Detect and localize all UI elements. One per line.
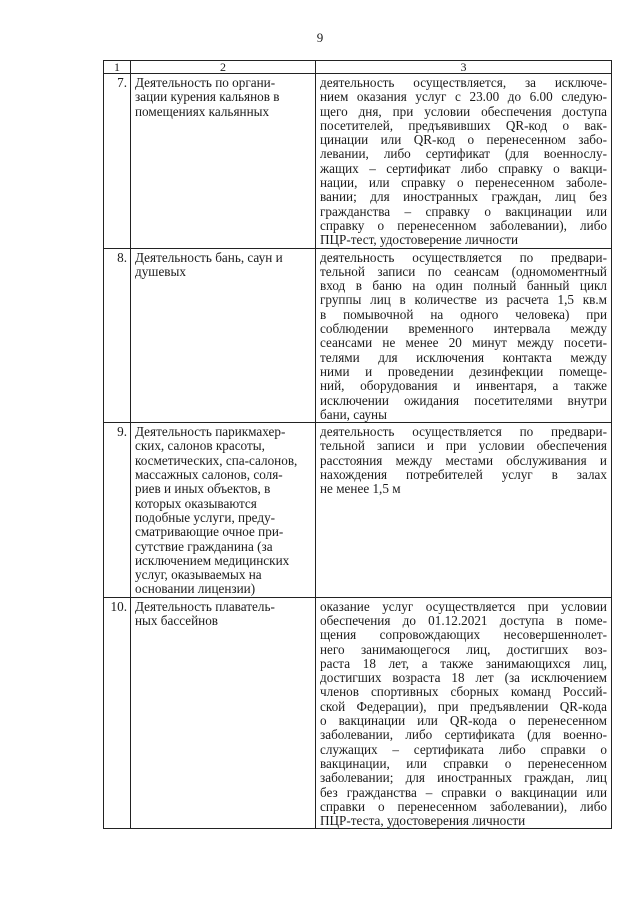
conditions-cell-line: сеансами не менее 20 минут между посети- (320, 335, 607, 351)
row-number: 7. (104, 74, 131, 249)
conditions-cell-line: вход в баню на один полный банный цикл (320, 278, 607, 294)
column-header-3: 3 (316, 61, 612, 74)
conditions-cell-line: деятельность осуществляется, за исключе- (320, 75, 607, 90)
conditions-cell (316, 597, 612, 829)
activity-cell-line: зации курения кальянов в (135, 89, 280, 105)
activity-cell-line: исключением медицинских (135, 552, 290, 568)
conditions-cell-line: вании; для иностранных граждан, лиц без (320, 189, 607, 205)
activity-cell-line: которых оказываются (135, 495, 257, 511)
conditions-cell-line: заболевании; для иностранных граждан, лиц (320, 770, 607, 786)
conditions-cell-line: справки о перенесенном заболевании), либо (320, 798, 607, 814)
column-header-1: 1 (104, 61, 131, 74)
conditions-cell-line: деятельность осуществляется по предвари- (320, 424, 607, 440)
activity-cell-line: услуг, оказываемых на (135, 567, 262, 583)
activity-cell-line: помещениях кальянных (135, 103, 270, 119)
page-number: 9 (316, 30, 324, 45)
activity-cell-line: основании лицензии) (135, 581, 256, 597)
row-number: 10. (104, 597, 131, 829)
activity-cell-line: Деятельность плаватель- (135, 598, 275, 614)
conditions-cell-line: тельной записи по сеансам (одномоментный (320, 263, 607, 279)
conditions-cell-line: нием оказания услуг с 23.00 до 6.00 следую- (320, 89, 607, 105)
activity-cell-line: массажных салонов, соля- (135, 467, 283, 483)
conditions-cell-line: раста 18 лет, а также занимающихся лиц, (320, 655, 607, 671)
conditions-cell (316, 248, 612, 423)
conditions-cell-line: щения сопровождающих несовершеннолет- (320, 627, 607, 643)
conditions-cell-line: телями для исключения контакта между (320, 349, 607, 365)
table-row (104, 597, 612, 829)
table-row (104, 248, 612, 423)
conditions-cell-line: посетителей, предъявивших QR-код о вак- (320, 117, 607, 133)
conditions-cell-line: гражданства – справку о вакцинации или (320, 203, 607, 219)
conditions-cell-line: обеспечения до 01.12.2021 доступа в поме- (320, 612, 607, 628)
activity-cell-line: Деятельность бань, саун и (135, 249, 283, 265)
activity-cell-line: сматривающие очное при- (135, 524, 284, 540)
conditions-cell-line: бани, сауны (320, 406, 387, 422)
regulations-table (103, 60, 612, 829)
conditions-cell-line: о вакцинации или QR-кода о перенесенном (320, 713, 607, 729)
activity-cell (131, 74, 316, 249)
table-row (104, 423, 612, 598)
row-number: 9. (104, 423, 131, 598)
conditions-cell-line: заболевании, либо сертификата (для военно- (320, 727, 607, 743)
conditions-cell-line: ними и проведении дезинфекции помеще- (320, 363, 607, 379)
conditions-cell-line: нахождения потребителей услуг в залах (320, 467, 607, 483)
column-header-2: 2 (131, 61, 316, 74)
conditions-cell-line: тельной записи и при условии обеспечения (320, 438, 607, 454)
conditions-cell-line: расстояния между местами обслуживания и (320, 452, 607, 468)
activity-cell (131, 423, 316, 598)
activity-cell-line: сутствие гражданина (за (135, 538, 273, 554)
conditions-cell-line: без гражданства – справки о вакцинации или (320, 784, 607, 800)
conditions-cell-line: не менее 1,5 м (320, 481, 401, 497)
conditions-cell-line: ПЦР-тест, удостоверение личности (320, 232, 519, 248)
conditions-cell-line: достигших возраста 18 лет (за исключением (320, 670, 607, 686)
conditions-cell-line: цинации или QR-код о перенесенном забо- (320, 132, 607, 148)
conditions-cell-line: деятельность осуществляется по предвари- (320, 249, 607, 265)
conditions-cell-line: него занимающегося лиц, достигших воз- (320, 641, 607, 657)
conditions-cell (316, 74, 612, 249)
conditions-cell (316, 423, 612, 598)
table-row (104, 74, 612, 249)
conditions-cell-line: ской Федерации), при предъявлении QR-кода (320, 698, 607, 714)
activity-cell (131, 597, 316, 829)
row-number: 8. (104, 248, 131, 423)
activity-cell-line: ских, салонов красоты, (135, 438, 265, 454)
activity-cell (131, 248, 316, 423)
activity-cell-line: косметических, спа-салонов, (135, 452, 298, 468)
conditions-cell-line: справку о перенесенном заболевании), либо (320, 217, 607, 233)
activity-cell-line: риев и иных объектов, в (135, 481, 271, 497)
conditions-cell-line: вакцинации, или справки о перенесенном (320, 755, 607, 771)
conditions-cell-line: исключении ожидания посетителями внутри (320, 392, 607, 408)
conditions-cell-line: ПЦР-теста, удостоверения личности (320, 813, 526, 829)
conditions-cell-line: нации, или справку о перенесенном заболе- (320, 175, 607, 191)
table-header-row (104, 61, 612, 74)
conditions-cell-line: ний, оборудования и инвентаря, а также (320, 378, 607, 394)
conditions-cell-line: жащих – сертификат либо справку о вакци- (320, 160, 607, 176)
activity-cell-line: Деятельность по органи- (135, 75, 276, 90)
conditions-cell-line: членов спортивных сборных команд Россий- (320, 684, 607, 700)
activity-cell-line: душевых (135, 263, 186, 279)
conditions-cell-line: в помывочной на одного человека) при (320, 306, 607, 322)
conditions-cell-line: соблюдении временного интервала между (320, 321, 607, 337)
conditions-cell-line: группы лиц в количестве из расчета 1,5 кв.м (320, 292, 607, 308)
activity-cell-line: ных бассейнов (135, 612, 219, 628)
activity-cell-line: подобные услуги, преду- (135, 509, 276, 525)
conditions-cell-line: левании, либо сертификат (для военнослу- (320, 146, 607, 162)
conditions-cell-line: служащих – сертификата либо справки о (320, 741, 607, 757)
conditions-cell-line: оказание услуг осуществляется при условии (320, 598, 607, 614)
activity-cell-line: Деятельность парикмахер- (135, 424, 286, 440)
conditions-cell-line: щего дня, при условии обеспечения доступа (320, 103, 607, 119)
